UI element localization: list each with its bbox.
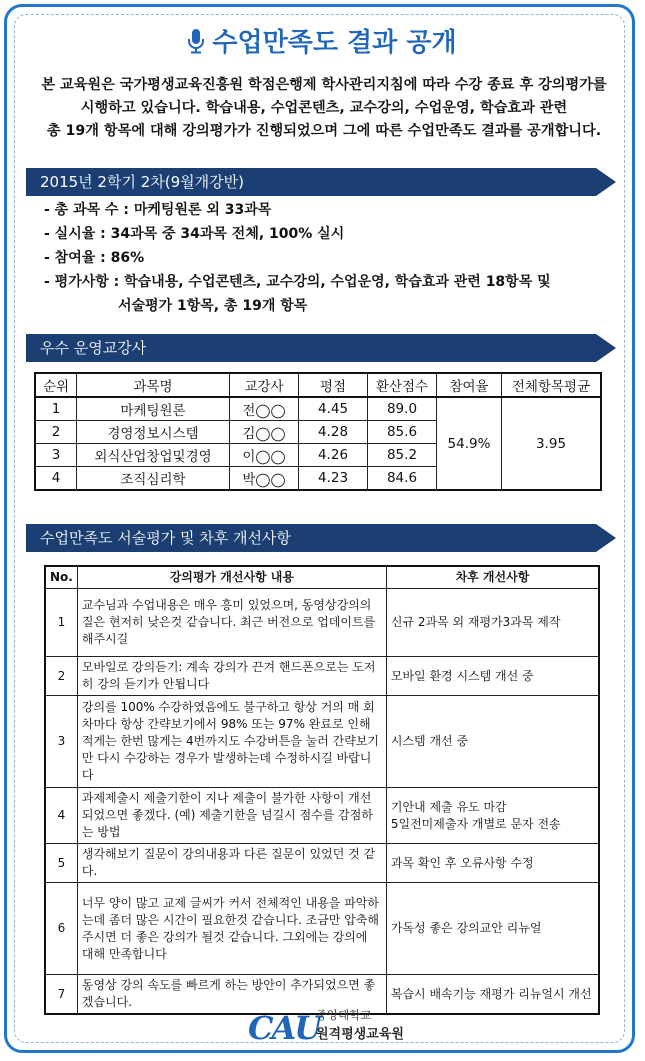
action-cell: 가독성 좋은 강의교안 리뉴얼 bbox=[386, 883, 599, 975]
logo-university-name: 중앙대학교 bbox=[316, 1008, 372, 1022]
no-cell: 5 bbox=[45, 844, 77, 883]
title-text: 수업만족도 결과 공개 bbox=[212, 28, 457, 58]
section-banner-term bbox=[26, 168, 596, 196]
instructor-cell: 이◯◯ bbox=[230, 444, 299, 467]
participation-cell: 54.9% bbox=[437, 397, 502, 490]
course-cell: 외식산업창업및경영 bbox=[77, 444, 230, 467]
score-cell: 84.6 bbox=[368, 467, 437, 491]
table-row bbox=[45, 696, 599, 788]
feedback-cell: 모바일로 강의듣기: 계속 강의가 끈겨 핸드폰으로는 도저히 강의 듣기가 안됩니다 bbox=[77, 657, 386, 696]
col-header: 과목명 bbox=[77, 373, 230, 397]
microphone-icon bbox=[188, 28, 204, 61]
no-cell: 7 bbox=[45, 975, 77, 1015]
no-cell: 1 bbox=[45, 589, 77, 657]
col-header: 교강사 bbox=[230, 373, 299, 397]
feedback-cell: 생각해보기 질문이 강의내용과 다른 질문이 있었던 것 같다. bbox=[77, 844, 386, 883]
logo-institute-name: 원격평생교육원 bbox=[316, 1027, 404, 1042]
col-header: 순위 bbox=[35, 373, 77, 397]
action-cell: 신규 2과목 외 재평가3과목 제작 bbox=[386, 589, 599, 657]
section-heading: 우수 운영교강사 bbox=[40, 339, 147, 357]
intro-line: 시행하고 있습니다. 학습내용, 수업콘텐츠, 교수강의, 수업운영, 학습효과 관련 bbox=[80, 100, 568, 116]
table-header-row bbox=[45, 566, 599, 589]
intro-line: 본 교육원은 국가평생교육진흥원 학점은행제 학사관리지침에 따라 수강 종료 후 강의평가를 bbox=[41, 77, 607, 93]
page-title bbox=[0, 22, 645, 61]
score-cell: 89.0 bbox=[368, 397, 437, 421]
intro-line: 총 19개 항목에 대해 강의평가가 진행되었으며 그에 따른 수업만족도 결과를 공개합니다. bbox=[46, 123, 602, 139]
course-cell: 마케팅원론 bbox=[77, 397, 230, 421]
rank-cell: 4 bbox=[35, 467, 77, 491]
feedback-cell: 교수님과 수업내용은 매우 흥미 있었으며, 동영상강의의 질은 현저히 낮은것 같습니다. 최근 버전으로 업데이트를 해주시길 bbox=[77, 589, 386, 657]
logo-mark: CAU bbox=[248, 1009, 321, 1047]
summary-item: 서술평가 1항목, 총 19개 항목 bbox=[118, 298, 308, 314]
action-cell: 모바일 환경 시스템 개선 중 bbox=[386, 657, 599, 696]
action-cell: 기안내 제출 유도 마감 5일전미제출자 개별로 문자 전송 bbox=[386, 788, 599, 844]
action-cell: 복습시 배속기능 재평가 리뉴얼시 개선 bbox=[386, 975, 599, 1015]
table-row bbox=[45, 844, 599, 883]
average-cell: 3.95 bbox=[502, 397, 602, 490]
no-cell: 2 bbox=[45, 657, 77, 696]
rating-cell: 4.26 bbox=[299, 444, 368, 467]
table-header-row bbox=[35, 373, 601, 397]
summary-item: - 평가사항 : 학습내용, 수업콘텐츠, 교수강의, 수업운영, 학습효과 관련 18항목 및 bbox=[44, 274, 551, 290]
col-header: 평점 bbox=[299, 373, 368, 397]
summary-item: - 실시율 : 34과목 중 34과목 전체, 100% 실시 bbox=[44, 226, 345, 242]
feedback-cell: 과제제출시 제출기한이 지나 제출이 불가한 사항이 개선되었으면 좋겠다. (예) 제출기한을 넘길시 점수를 감점하는 방법 bbox=[77, 788, 386, 844]
table-row bbox=[45, 589, 599, 657]
section-heading: 2015년 2학기 2차(9월개강반) bbox=[40, 173, 244, 191]
term-summary bbox=[44, 198, 551, 318]
feedback-cell: 너무 양이 많고 교제 글씨가 커서 전체적인 내용을 파악하는데 좀더 많은 시간이 필요한것 같습니다. 조금만 압축해주시면 더 좋은 강의가 될것 같습니다. 그외에는 강의에 대해 만족합니다 bbox=[77, 883, 386, 975]
col-header: 참여율 bbox=[437, 373, 502, 397]
score-cell: 85.6 bbox=[368, 421, 437, 444]
section-heading: 수업만족도 서술평가 및 차후 개선사항 bbox=[40, 529, 291, 547]
action-cell: 과목 확인 후 오류사항 수정 bbox=[386, 844, 599, 883]
feedback-cell: 동영상 강의 속도를 빠르게 하는 방안이 추가되었으면 좋겠습니다. bbox=[77, 975, 386, 1015]
section-banner-instructors bbox=[26, 334, 596, 362]
rank-cell: 3 bbox=[35, 444, 77, 467]
no-cell: 6 bbox=[45, 883, 77, 975]
no-cell: 4 bbox=[45, 788, 77, 844]
instructor-table bbox=[34, 372, 602, 491]
score-cell: 85.2 bbox=[368, 444, 437, 467]
intro-text bbox=[24, 74, 624, 143]
no-cell: 3 bbox=[45, 696, 77, 788]
col-header: No. bbox=[45, 566, 77, 589]
rank-cell: 1 bbox=[35, 397, 77, 421]
rating-cell: 4.23 bbox=[299, 467, 368, 491]
instructor-cell: 박◯◯ bbox=[230, 467, 299, 491]
university-logo bbox=[248, 1007, 448, 1047]
section-banner-feedback bbox=[26, 524, 596, 552]
action-cell: 시스템 개선 중 bbox=[386, 696, 599, 788]
instructor-cell: 전◯◯ bbox=[230, 397, 299, 421]
col-header: 차후 개선사항 bbox=[386, 566, 599, 589]
table-row bbox=[45, 788, 599, 844]
course-cell: 경영정보시스템 bbox=[77, 421, 230, 444]
feedback-cell: 강의를 100% 수강하였음에도 불구하고 항상 거의 매 회차마다 항상 간략보기에서 98% 또는 97% 완료로 인해 적게는 한번 많게는 4번까지도 수강버튼을 눌러 간략보기만 다시 수강하는 경우가 발생하는데 수정하시길 바랍니다 bbox=[77, 696, 386, 788]
summary-item: - 참여율 : 86% bbox=[44, 250, 145, 266]
table-row bbox=[45, 657, 599, 696]
col-header: 환산점수 bbox=[368, 373, 437, 397]
col-header: 전체항목평균 bbox=[502, 373, 602, 397]
instructor-cell: 김◯◯ bbox=[230, 421, 299, 444]
course-cell: 조직심리학 bbox=[77, 467, 230, 491]
table-row bbox=[35, 397, 601, 421]
col-header: 강의평가 개선사항 내용 bbox=[77, 566, 386, 589]
summary-item: - 총 과목 수 : 마케팅원론 외 33과목 bbox=[44, 202, 272, 218]
rating-cell: 4.28 bbox=[299, 421, 368, 444]
rank-cell: 2 bbox=[35, 421, 77, 444]
table-row bbox=[45, 883, 599, 975]
rating-cell: 4.45 bbox=[299, 397, 368, 421]
feedback-table bbox=[44, 565, 600, 1015]
